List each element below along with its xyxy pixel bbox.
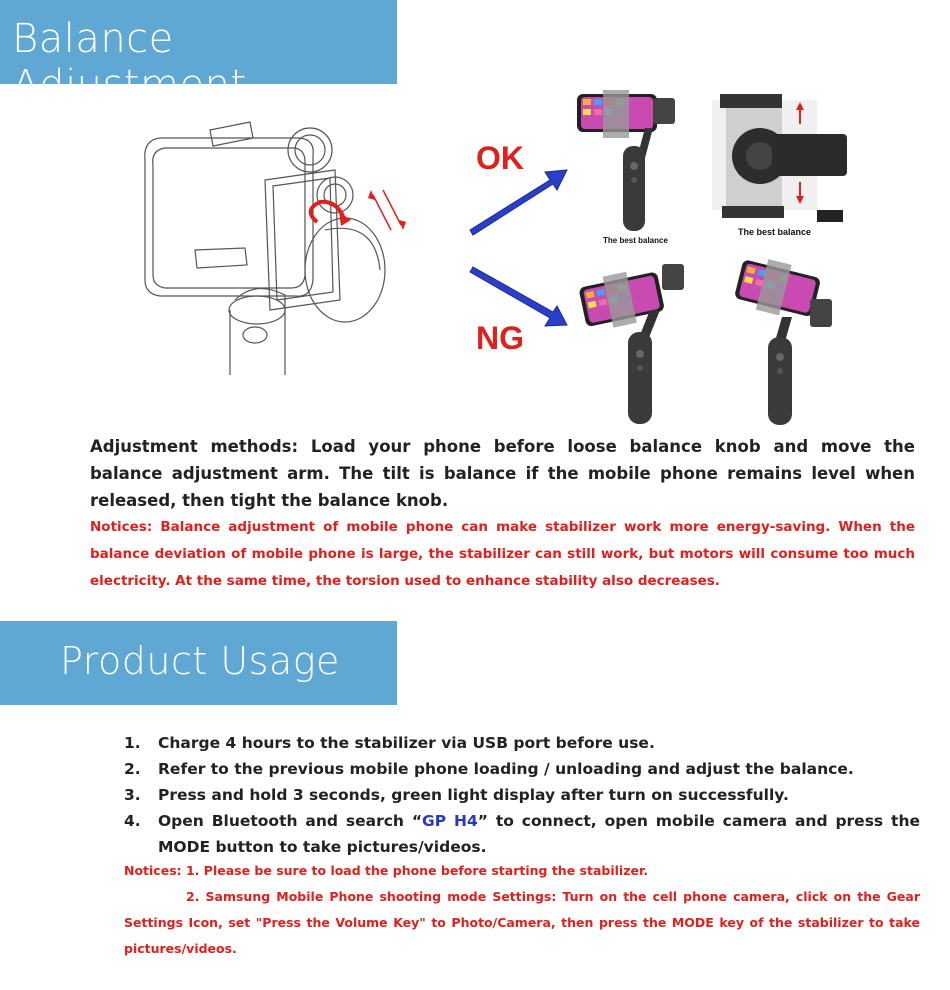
usage-step: 1. Charge 4 hours to the stabilizer via USB port before use.: [124, 734, 655, 752]
balance-closeup-photo: [712, 94, 852, 224]
ng-label: NG: [476, 320, 524, 356]
balance-adjustment-title: Balance Adjustment: [12, 16, 247, 108]
usage-notice-1: Notices: 1. Please be sure to load the phone before starting the stabilizer.: [124, 863, 649, 878]
gimbal-ok-photo: [575, 88, 685, 238]
usage-notice-2: 2. Samsung Mobile Phone shooting mode Settings: Turn on the cell phone camera, click on the Gear Settings Icon, set "Press the Volume Key" to Photo/Camera, then press the MODE key of the stabilizer to take pictures/videos.: [124, 889, 920, 956]
usage-step: 4. Open Bluetooth and search “GP H4” to connect, open mobile camera and press the MODE button to take pictures/videos.: [124, 812, 920, 856]
device-name-highlight: GP H4: [422, 812, 478, 830]
ok-label: OK: [476, 140, 524, 176]
balance-adjustment-banner: [0, 0, 397, 108]
usage-step: 3. Press and hold 3 seconds, green light display after turn on successfully.: [124, 786, 789, 804]
usage-steps-list: [124, 730, 920, 860]
gimbal-ng-photo-1: [578, 260, 693, 430]
gimbal-line-drawing: [135, 120, 420, 375]
usage-step: 2. Refer to the previous mobile phone loading / unloading and adjust the balance.: [124, 760, 854, 778]
balance-notice-text: Notices: Balance adjustment of mobile phone can make stabilizer work more energy-saving. When the balance deviation of mobile phone is large, the stabilizer can still work, but motors will consume too much electricity. At the same time, the torsion used to enhance stability also decreases.: [90, 519, 915, 589]
adjustment-methods-text: Adjustment methods: Load your phone before loose balance knob and move the balance adjustment arm. The tilt is balance if the mobile phone remains level when released, then tight the balance knob.: [90, 437, 915, 510]
best-balance-caption-right: The best balance: [738, 227, 812, 237]
arrows-diagram: [465, 160, 575, 335]
product-usage-banner: [0, 621, 397, 705]
gimbal-ng-photo-2: [730, 255, 850, 430]
product-usage-title: Product Usage: [60, 639, 340, 683]
best-balance-caption-left: The best balance: [603, 236, 668, 245]
